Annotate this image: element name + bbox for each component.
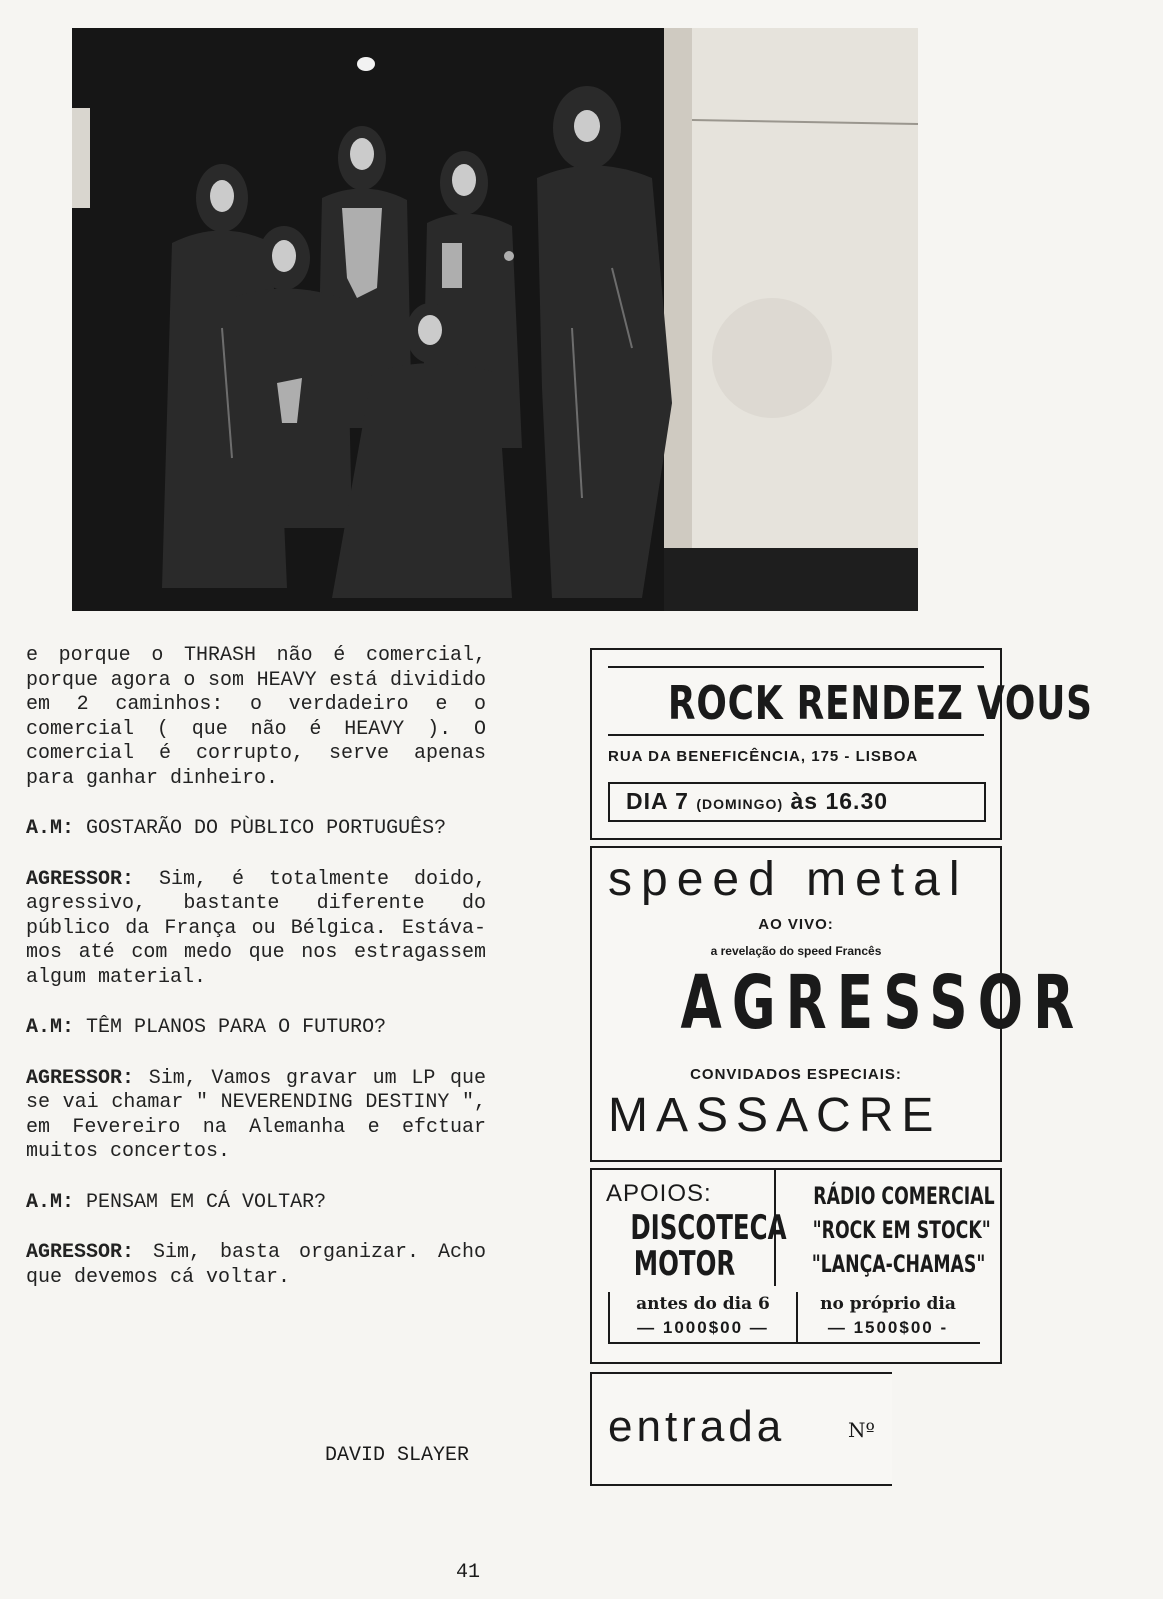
question-3 xyxy=(26,1191,486,1216)
radio-sponsor-1: RÁDIO COMERCIAL xyxy=(813,1182,995,1210)
question-2-speaker: A.M: xyxy=(26,1016,75,1039)
question-2-text: TÊM PLANOS PARA O FUTURO? xyxy=(86,1016,387,1039)
answer-3 xyxy=(26,1241,486,1290)
guests-label: CONVIDADOS ESPECIAIS: xyxy=(690,1066,902,1083)
radio-sponsor-2: "ROCK EM STOCK" xyxy=(812,1216,991,1244)
answer-2-speaker: AGRESSOR: xyxy=(26,1066,135,1090)
entry-label: entrada xyxy=(608,1402,786,1451)
support-label: APOIOS: xyxy=(606,1180,712,1207)
venue-box xyxy=(590,648,1093,840)
intro-paragraph: e porque o THRASH não é comercial, porque agora o som HEAVY está dividido em 2 caminhos: o verdadeiro e o comercial ( que não é HEAVY ). O comercial é corrupto, serve apenas para ganhar dinheiro. xyxy=(26,644,486,790)
date-weekday: (DOMINGO) xyxy=(696,796,784,812)
answer-3-text: Sim, basta organizar. Acho que devemos cá voltar. xyxy=(26,1241,486,1289)
question-3-text: PENSAM EM CÁ VOLTAR? xyxy=(86,1190,327,1214)
price-door-label: no próprio dia xyxy=(820,1294,956,1314)
venue-address: RUA DA BENEFICÊNCIA, 175 - LISBOA xyxy=(608,748,919,765)
radio-sponsor-3: "LANÇA-CHAMAS" xyxy=(811,1250,986,1278)
question-3-speaker: A.M: xyxy=(26,1190,75,1214)
answer-1-text: Sim, é totalmente doido, agressivo, bastante diferente do público da França ou Bélgica. Estáva-mos até com medo que nos estragassem algum material. xyxy=(26,867,486,989)
question-1-speaker: A.M: xyxy=(26,817,75,840)
lineup-box xyxy=(590,846,1085,1162)
date-day: DIA 7 xyxy=(626,788,689,814)
price-before: — 1000$00 — xyxy=(637,1318,769,1337)
date-box xyxy=(608,782,986,822)
support-sponsor-1: DISCOTECA xyxy=(630,1208,787,1248)
support-box xyxy=(590,1168,1002,1364)
page-number: 41 xyxy=(456,1561,481,1584)
price-box xyxy=(608,1292,980,1344)
live-label: AO VIVO: xyxy=(758,916,834,933)
question-1-text: GOSTARÃO DO PÙBLICO PORTUGUÊS? xyxy=(86,817,447,840)
support-sponsor-2: MOTOR xyxy=(634,1244,736,1284)
answer-2-text: Sim, Vamos gravar um LP que se vai chamar " NEVERENDING DESTINY ", em Fevereiro na Alemanha e efctuar muitos concertos. xyxy=(26,1066,486,1163)
answer-1 xyxy=(26,868,486,991)
divider xyxy=(608,666,984,668)
price-before-label: antes do dia 6 xyxy=(636,1294,770,1314)
reveal-line: a revelação do speed Francês xyxy=(710,944,882,958)
genre-heading: speed metal xyxy=(608,853,969,906)
author-signature: DAVID SLAYER xyxy=(325,1444,470,1467)
venue-name: ROCK RENDEZ VOUS xyxy=(667,676,1093,730)
band-photo xyxy=(72,28,918,611)
interview-column xyxy=(26,644,486,1316)
entry-box xyxy=(590,1372,892,1486)
question-1 xyxy=(26,817,486,842)
date-time: às 16.30 xyxy=(790,788,889,814)
entry-number-label: Nº xyxy=(848,1418,875,1442)
answer-2 xyxy=(26,1067,486,1165)
divider xyxy=(608,734,984,736)
headliner-name: AGRESSOR xyxy=(680,960,1085,1046)
guest-band: MASSACRE xyxy=(608,1089,942,1142)
answer-3-speaker: AGRESSOR: xyxy=(26,1241,135,1264)
question-2 xyxy=(26,1016,486,1041)
price-door: — 1500$00 - xyxy=(827,1318,949,1337)
answer-1-speaker: AGRESSOR: xyxy=(26,867,135,891)
